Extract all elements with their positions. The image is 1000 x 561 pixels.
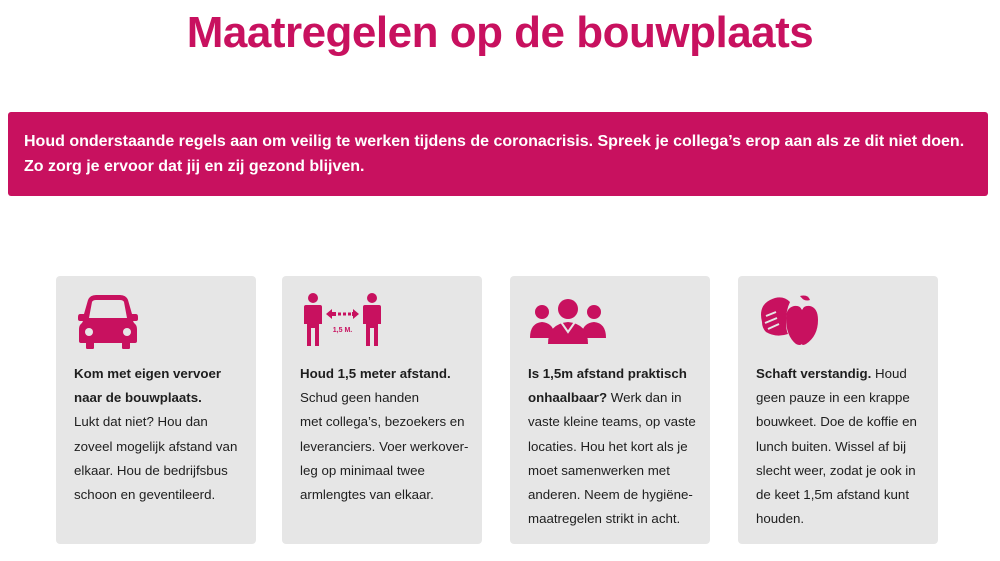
card-text-line: leg op minimaal twee <box>300 462 425 478</box>
card-text-line: zoveel mogelijk afstand van <box>74 438 238 454</box>
card-text-line: armlengtes van elkaar. <box>300 487 434 503</box>
card-text-line: leveranciers. Voer werkover- <box>300 438 469 454</box>
card-text-inline: Werk dan in <box>607 390 682 406</box>
card-text-line: bouwkeet. Doe de koffie en <box>756 414 917 430</box>
card-text-line: maatregelen strikt in acht. <box>528 511 681 527</box>
banner-line-1: Houd onderstaande regels aan om veilig te werken tijdens de coronacrisis. Spreek je collega’s erop aan als ze dit niet doen. <box>24 133 965 150</box>
card-own-transport <box>56 276 256 544</box>
banner-line-2: Zo zorg je ervoor dat jij en zij gezond blijven. <box>24 158 365 175</box>
distance-icon <box>300 292 390 350</box>
card-heading-cont: naar de bouwplaats. <box>74 390 202 406</box>
card-text-line: schoon en geventileerd. <box>74 487 216 503</box>
card-distance <box>282 276 482 544</box>
food-icon <box>756 292 826 350</box>
card-text-line: met collega’s, bezoekers en <box>300 414 465 430</box>
card-text-line: Lukt dat niet? Hou dan <box>74 414 208 430</box>
card-heading: Kom met eigen vervoer <box>74 366 222 381</box>
card-teams <box>510 276 710 544</box>
card-text-line: Schud geen handen <box>300 390 420 406</box>
card-text-line: locaties. Hou het kort als je <box>528 438 688 454</box>
card-text-line: lunch buiten. Wissel af bij <box>756 438 907 454</box>
card-text-inline: Houd <box>871 366 907 381</box>
card-text-line: anderen. Neem de hygiëne- <box>528 487 693 503</box>
card-heading-cont: onhaalbaar? <box>528 390 608 406</box>
card-text-line: elkaar. Hou de bedrijfsbus <box>74 462 228 478</box>
van-icon <box>74 292 144 350</box>
page-title: Maatregelen op de bouwplaats <box>186 8 814 57</box>
distance-label: 1,5 M. <box>332 327 353 334</box>
card-text-line: vaste kleine teams, op vaste <box>528 414 696 430</box>
card-text-line: moet samenwerken met <box>528 462 670 478</box>
card-break <box>738 276 938 544</box>
card-heading: Houd 1,5 meter afstand. <box>300 366 451 381</box>
card-text-line: houden. <box>756 511 805 527</box>
card-heading: Is 1,5m afstand praktisch <box>528 366 687 381</box>
info-banner <box>8 112 988 196</box>
team-icon <box>528 292 608 350</box>
card-text-line: slecht weer, zodat je ook in <box>756 462 916 478</box>
card-text-line: de keet 1,5m afstand kunt <box>756 487 910 503</box>
card-heading: Schaft verstandig. <box>756 366 872 381</box>
card-text-line: geen pauze in een krappe <box>756 390 910 406</box>
